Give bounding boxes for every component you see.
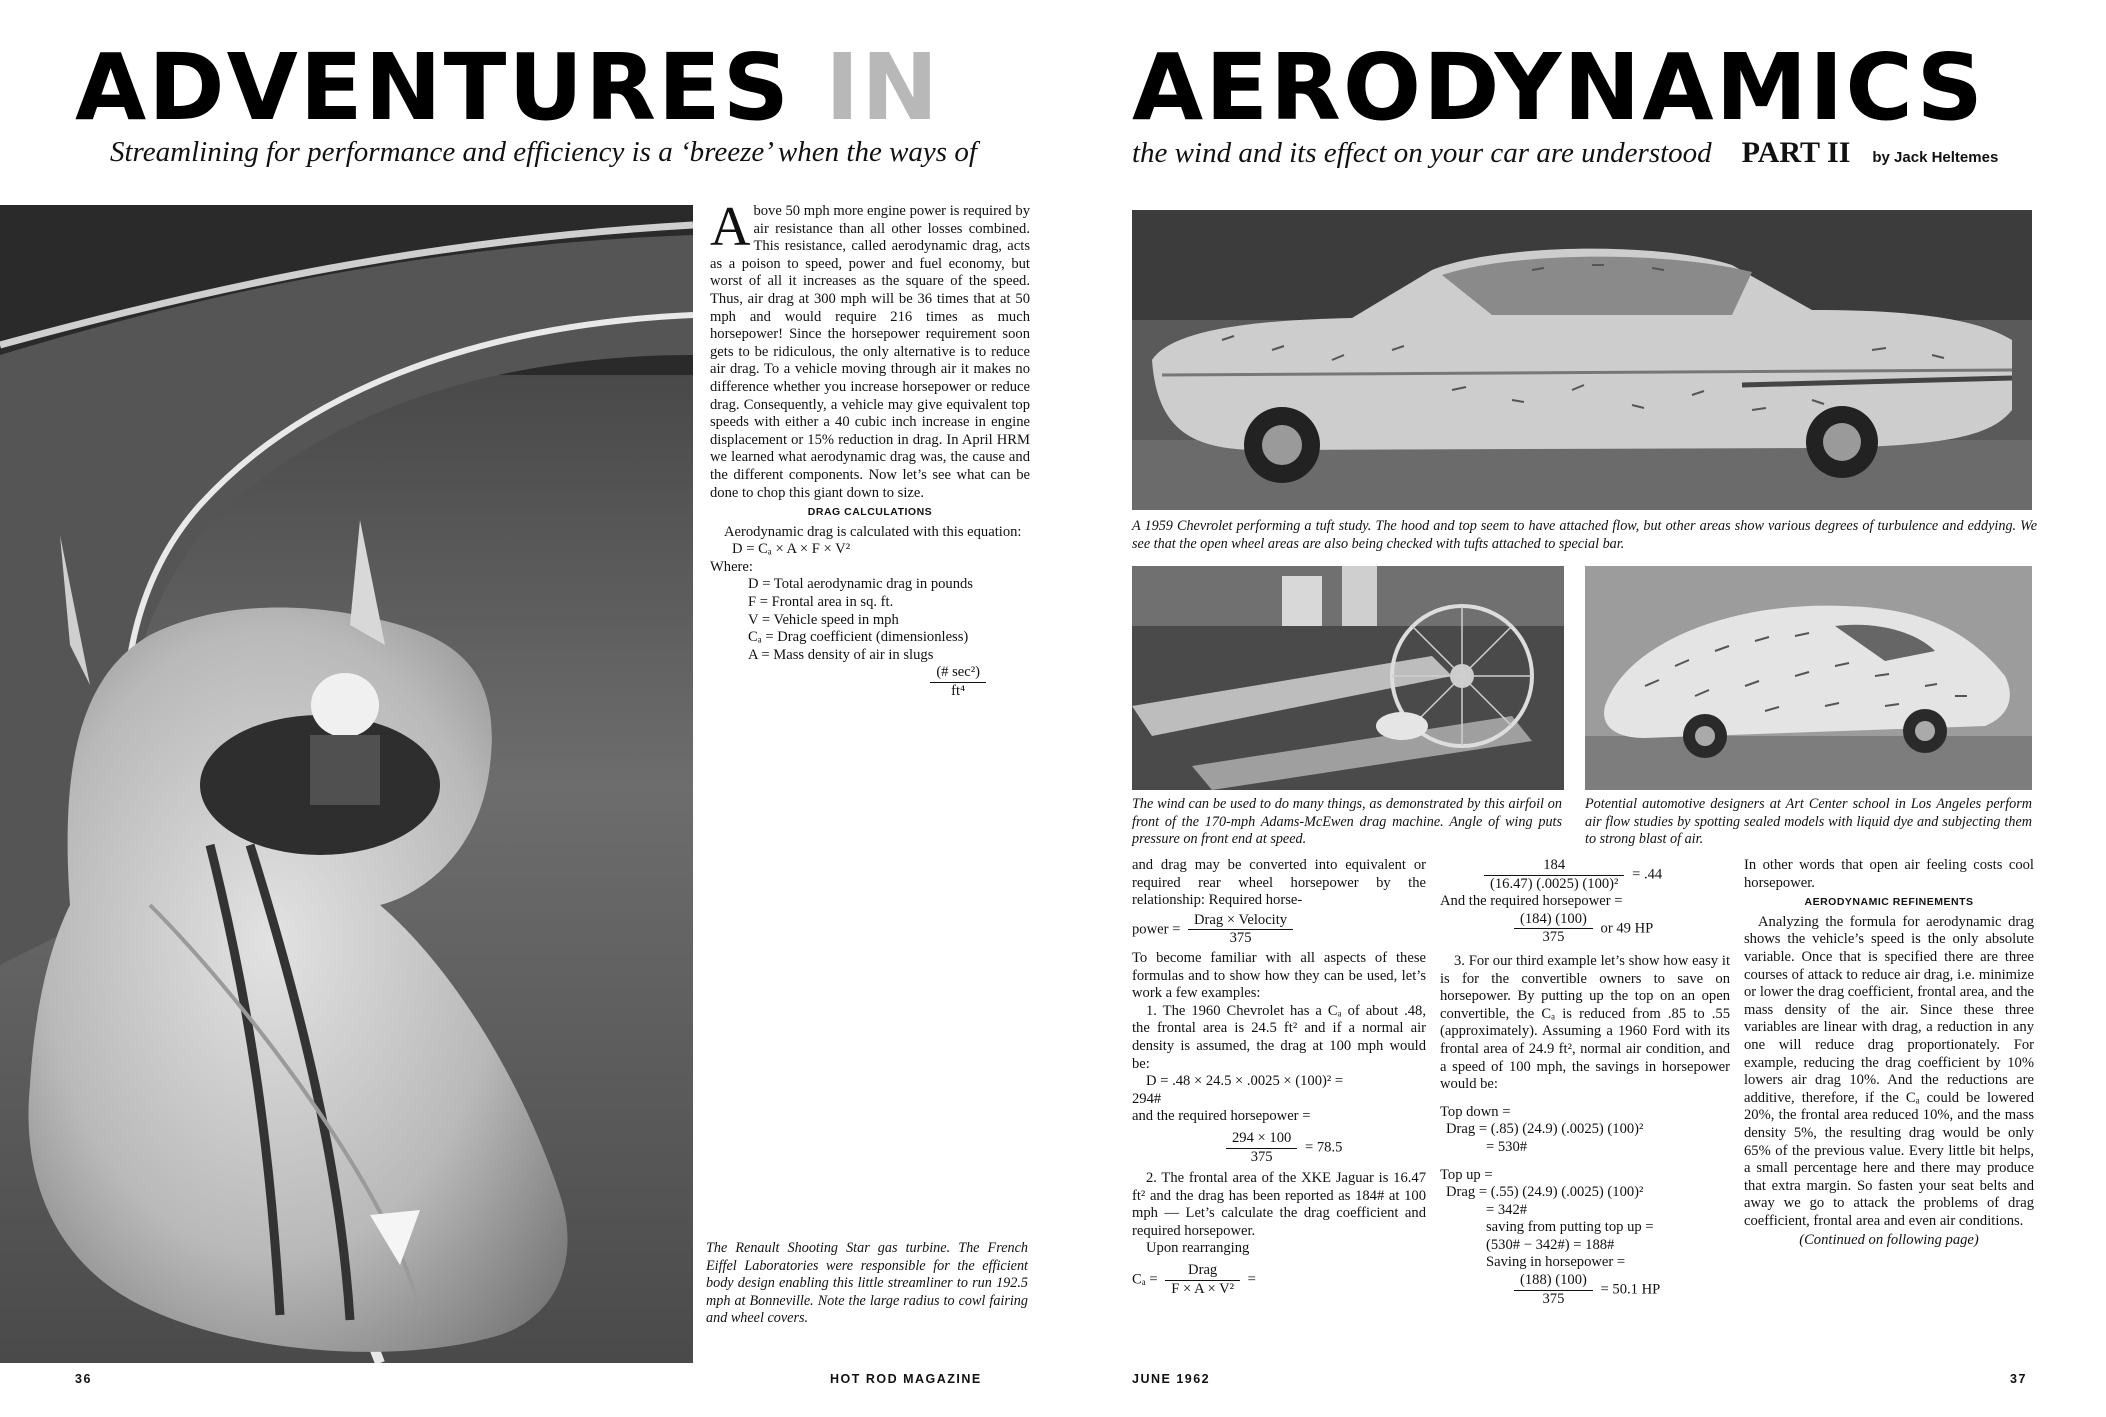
cd-formula bbox=[1132, 1262, 1426, 1298]
jaguar-cd-num: 184 bbox=[1484, 857, 1624, 876]
power-fraction bbox=[1188, 912, 1293, 948]
issue-date: JUNE 1962 bbox=[1132, 1372, 1211, 1386]
chevrolet-photo-illustration bbox=[1132, 210, 2032, 510]
chevy-hp-result: = 78.5 bbox=[1304, 1139, 1343, 1156]
air-density-units-den: ft⁴ bbox=[951, 683, 966, 700]
drag-calculations-heading: DRAG CALCULATIONS bbox=[807, 506, 933, 519]
cd-label: Cₐ = bbox=[1132, 1271, 1158, 1288]
cd-fraction bbox=[1165, 1262, 1240, 1298]
continued-note: (Continued on following page) bbox=[1799, 1232, 1979, 1249]
airfoil-photo-illustration bbox=[1132, 566, 1564, 790]
saving-line-1: saving from putting top up = bbox=[1486, 1219, 1654, 1236]
chevy-hp-num: 294 × 100 bbox=[1226, 1130, 1297, 1149]
airfoil-drag-machine-photo bbox=[1132, 566, 1564, 790]
drop-cap: A bbox=[710, 196, 751, 258]
chevy-hp-formula bbox=[1132, 1130, 1426, 1166]
power-num: Drag × Velocity bbox=[1188, 912, 1293, 931]
page-number-left: 36 bbox=[75, 1372, 92, 1386]
renault-shooting-star-photo bbox=[0, 205, 693, 1363]
subtitle-right bbox=[1132, 136, 1998, 170]
headline-aerodynamics: AERODYNAMICS bbox=[1132, 34, 1985, 141]
col3-p2: Analyzing the formula for aerodynamic drag shows the vehicle’s speed is the only absolute variable. Once that is specified there are three courses of attack to reduce air drag, i.e. minimize or lower the drag coefficient, frontal area, and the mass density of the air. Since these three variables are linear with drag, a reduction in any one will reduce drag proportionately. For example, reducing the drag coefficient by 10% lowers air drag 10%. And the reductions are additive, therefore, if the Cₐ could be lowered 20%, the frontal area reduced 10%, and the mass density 5%, the resulting drag would be only 65% of the previous value. Every little bit helps, a small percentage here and there may produce that extra margin. So fasten your seat belts and away we go to attack the problems of drag coefficient, frontal area and even air conditions. bbox=[1744, 913, 2034, 1229]
art-center-models-photo bbox=[1585, 566, 2032, 790]
models-caption: Potential automotive designers at Art Center school in Los Angeles perform air flow studies by spotting sealed models with liquid dye and subjecting them to strong blast of air. bbox=[1585, 796, 2032, 848]
saving-hp-den: 375 bbox=[1542, 1290, 1565, 1307]
jaguar-hp-num: (184) (100) bbox=[1514, 911, 1593, 930]
part-label: PART II bbox=[1741, 136, 1851, 169]
def-a: A = Mass density of air in slugs bbox=[748, 646, 934, 663]
saving-line-2: (530# − 342#) = 188# bbox=[1486, 1236, 1615, 1253]
saving-hp-fraction bbox=[1514, 1272, 1593, 1308]
jaguar-hp-result: or 49 HP bbox=[1600, 920, 1654, 937]
col1-p2: To become familiar with all aspects of these formulas and to show how they can be used, let’s work a few examples: bbox=[1132, 949, 1426, 1002]
power-den: 375 bbox=[1229, 930, 1252, 947]
col3-p1: In other words that open air feeling costs cool horsepower. bbox=[1744, 857, 2034, 891]
renault-photo-illustration bbox=[0, 205, 693, 1363]
text-column-2 bbox=[1440, 857, 1730, 1308]
saving-hp-result: = 50.1 HP bbox=[1600, 1281, 1661, 1298]
top-up-result: = 342# bbox=[1486, 1201, 1528, 1218]
col1-p5: 2. The frontal area of the XKE Jaguar is 16.47 ft² and the drag has been reported as 184# at 100 mph — Let’s calculate the drag coefficient and required horsepower. bbox=[1132, 1170, 1426, 1239]
chevrolet-caption: A 1959 Chevrolet performing a tuft study. The hood and top seem to have attached flow, but other areas show various degrees of turbulence and eddying. We see that the open wheel areas are also being checked with tufts attached to special bar. bbox=[1132, 518, 2037, 552]
chevy-drag-equation: D = .48 × 24.5 × .0025 × (100)² = bbox=[1146, 1073, 1344, 1090]
jaguar-cd-formula bbox=[1440, 857, 1730, 893]
power-formula bbox=[1132, 912, 1426, 948]
jaguar-cd-den: (16.47) (.0025) (100)² bbox=[1490, 875, 1619, 892]
cd-eq-sign: = bbox=[1247, 1271, 1256, 1288]
aerodynamic-refinements-heading: AERODYNAMIC REFINEMENTS bbox=[1804, 896, 1974, 909]
top-down-result: = 530# bbox=[1486, 1138, 1528, 1155]
where-label: Where: bbox=[710, 558, 753, 575]
jaguar-cd-result: = .44 bbox=[1632, 866, 1663, 883]
jaguar-hp-fraction bbox=[1514, 911, 1593, 947]
jaguar-hp-formula bbox=[1440, 911, 1730, 947]
chevy-hp-fraction bbox=[1226, 1130, 1297, 1166]
saving-line-3: Saving in horsepower = bbox=[1486, 1254, 1626, 1271]
top-up-equation: Drag = (.55) (24.9) (.0025) (100)² bbox=[1446, 1184, 1644, 1201]
power-label: power = bbox=[1132, 921, 1181, 938]
top-down-equation: Drag = (.85) (24.9) (.0025) (100)² bbox=[1446, 1121, 1644, 1138]
models-photo-illustration bbox=[1585, 566, 2032, 790]
drag-calc-intro: Aerodynamic drag is calculated with this equation: bbox=[724, 523, 1022, 540]
jaguar-cd-fraction bbox=[1484, 857, 1624, 893]
top-up-label: Top up = bbox=[1440, 1166, 1493, 1183]
air-density-units-fraction bbox=[930, 664, 986, 700]
right-page bbox=[1080, 0, 2106, 1417]
cd-den: F × A × V² bbox=[1171, 1280, 1235, 1297]
text-column-1 bbox=[1132, 857, 1426, 1302]
saving-hp-formula bbox=[1440, 1272, 1730, 1308]
left-page bbox=[0, 0, 1040, 1417]
text-column-3 bbox=[1744, 857, 2034, 1250]
col2-p2: 3. For our third example let’s show how easy it is for the convertible owners to save on horsepower. By putting up the top on an open convertible, the Cₐ is reduced from .85 to .55 (approximately). Assuming a 1960 Ford with its frontal area of 24.9 ft², normal air condition, and a speed of 100 mph, the savings in horsepower would be: bbox=[1440, 952, 1730, 1093]
chevy-hp-den: 375 bbox=[1250, 1148, 1273, 1165]
page-number-right: 37 bbox=[2010, 1372, 2027, 1386]
chevy-drag-result: 294# bbox=[1132, 1090, 1162, 1107]
headline-word-in: IN bbox=[825, 34, 941, 141]
chevrolet-tuft-study-photo bbox=[1132, 210, 2032, 510]
def-d: D = Total aerodynamic drag in pounds bbox=[748, 576, 973, 593]
magazine-name: HOT ROD MAGAZINE bbox=[830, 1372, 982, 1386]
intro-column bbox=[710, 196, 1030, 701]
col1-p1: and drag may be converted into equivalent or required rear wheel horsepower by the relationship: Required horse- bbox=[1132, 857, 1426, 909]
col2-p1: And the required horsepower = bbox=[1440, 893, 1623, 910]
renault-caption: The Renault Shooting Star gas turbine. The French Eiffel Laboratories were responsible for the efficient body design enabling this little streamliner to run 192.5 mph at Bonneville. Note the large radius to cowl fairing and wheel covers. bbox=[706, 1240, 1028, 1327]
headline-left bbox=[75, 34, 941, 141]
airfoil-caption: The wind can be used to do many things, as demonstrated by this airfoil on front of the 170-mph Adams-McEwen drag machine. Angle of wing puts pressure on front end at speed. bbox=[1132, 796, 1562, 848]
drag-equation: D = Cₐ × A × F × V² bbox=[732, 541, 851, 558]
saving-hp-num: (188) (100) bbox=[1514, 1272, 1593, 1291]
def-v: V = Vehicle speed in mph bbox=[748, 611, 899, 628]
def-f: F = Frontal area in sq. ft. bbox=[748, 594, 894, 611]
subtitle-right-text: the wind and its effect on your car are understood bbox=[1132, 137, 1712, 169]
col1-p6: Upon rearranging bbox=[1146, 1240, 1250, 1257]
intro-paragraph: bove 50 mph more engine power is required by air resistance than all other losses combined. This resistance, called aerodynamic drag, acts as a poison to speed, power and fuel economy, but worst of all it increases as the square of the speed. Thus, air drag at 300 mph will be 36 times that at 50 mph and would require 216 times as much horsepower! Since the horsepower requirement soon gets to be ridiculous, the only alternative is to reduce air drag. To a vehicle moving through air it makes no difference whether you increase horsepower or reduce drag. Consequently, a vehicle may give equivalent top speeds with either a 40 cubic inch increase in engine displacement or 15% reduction in drag. In April HRM we learned what aerodynamic drag was, the cause and the different components. Now let’s see what can be done to chop this giant down to size. bbox=[710, 203, 1030, 501]
col1-p3: 1. The 1960 Chevrolet has a Cₐ of about .48, the frontal area is 24.5 ft² and if a normal air density is assumed, the drag at 100 mph would be: bbox=[1132, 1002, 1426, 1072]
byline: by Jack Heltemes bbox=[1872, 149, 1999, 166]
subtitle-left: Streamlining for performance and efficiency is a ‘breeze’ when the ways of bbox=[110, 136, 977, 168]
def-cd: Cₐ = Drag coefficient (dimensionless) bbox=[748, 629, 969, 646]
jaguar-hp-den: 375 bbox=[1542, 929, 1565, 946]
top-down-label: Top down = bbox=[1440, 1103, 1511, 1120]
col1-p4: and the required horsepower = bbox=[1132, 1108, 1311, 1125]
cd-num: Drag bbox=[1165, 1262, 1240, 1281]
air-density-units-num: (# sec²) bbox=[930, 664, 986, 683]
headline-word-adventures: ADVENTURES bbox=[75, 34, 792, 141]
